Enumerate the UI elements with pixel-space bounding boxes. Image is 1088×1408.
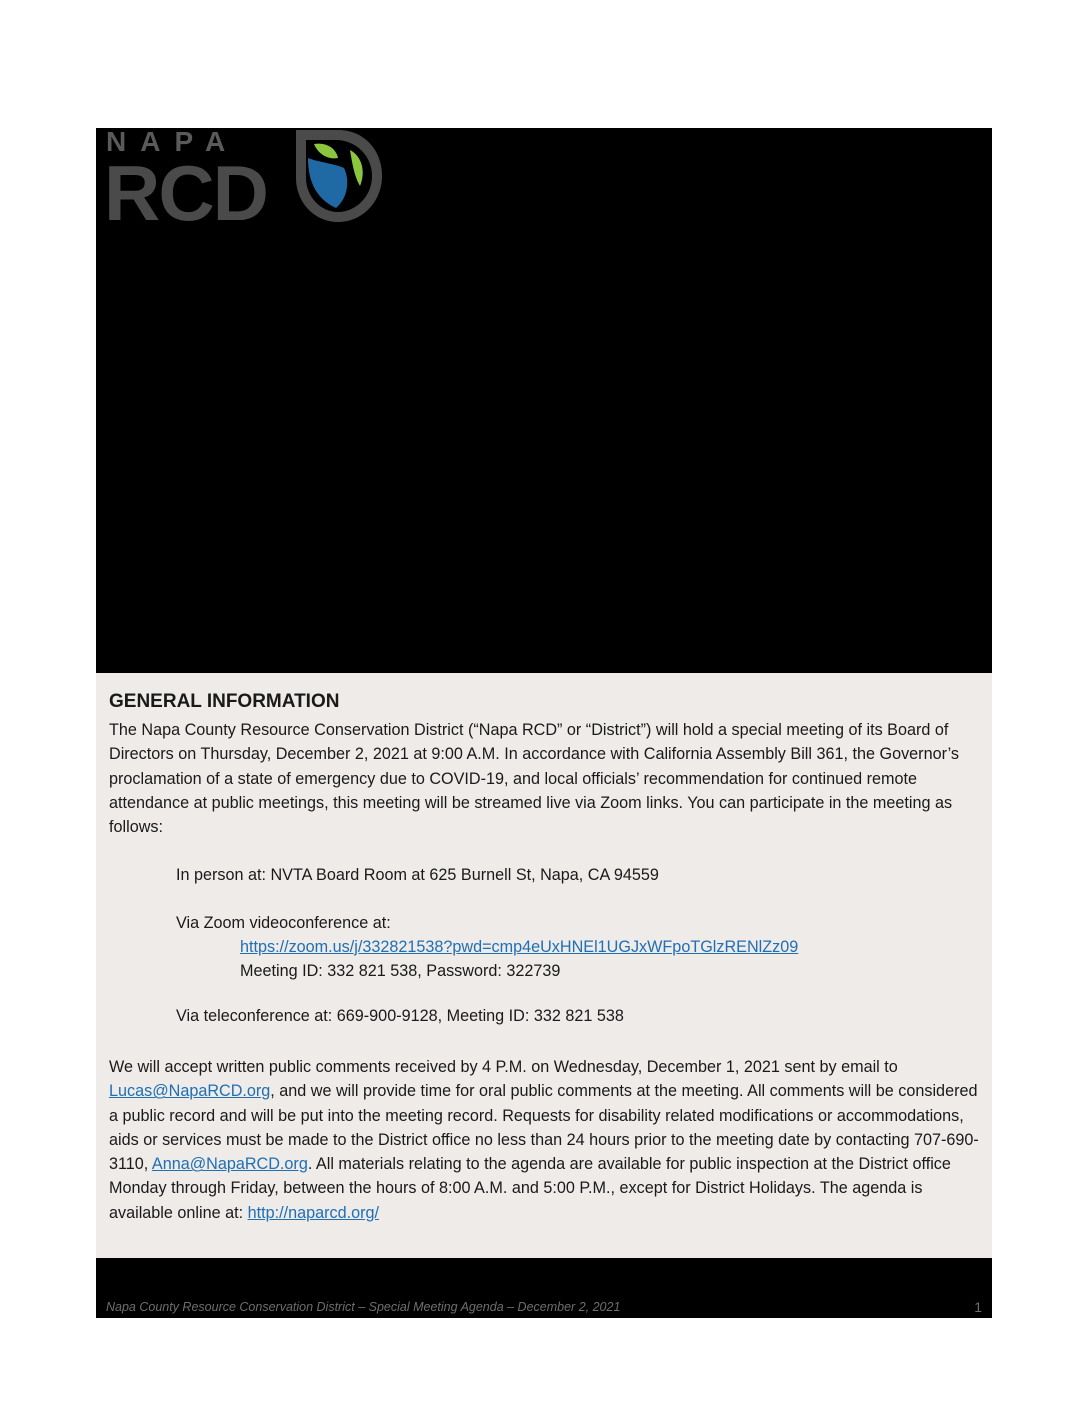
zoom-link-line — [240, 935, 798, 959]
page-number: 1 — [974, 1299, 982, 1315]
logo-napa-text: NAPA — [106, 126, 240, 157]
comments-paragraph — [109, 1055, 981, 1225]
zoom-link[interactable]: https://zoom.us/j/332821538?pwd=cmp4eUxHNEl1UGJxWFpoTGlzRENlZz09 — [240, 938, 799, 956]
napa-rcd-logo — [104, 126, 386, 237]
header-banner — [96, 128, 992, 673]
footer-text: Napa County Resource Conservation District – Special Meeting Agenda – December 2, 2021 — [106, 1300, 621, 1314]
in-person-location: In person at: NVTA Board Room at 625 Burnell St, Napa, CA 94559 — [176, 866, 659, 884]
zoom-heading: Via Zoom videoconference at: — [176, 914, 391, 932]
website-link[interactable]: http://naparcd.org/ — [247, 1203, 379, 1222]
intro-paragraph: The Napa County Resource Conservation District (“Napa RCD” or “District”) will hold a special meeting of its Board of Directors on Thursday, December 2, 2021 at 9:00 A.M. In accordance with California Assembly Bill 361, the Governor’s proclamation of a state of emergency due to COVID-19, and local officials’ recommendation for continued remote attendance at public meetings, this meeting will be streamed live via Zoom links. You can participate in the meeting as follows: — [109, 721, 959, 837]
comments-text-3: . All materials relating to the agenda are available for public inspection at the District office Monday through Friday, between the hours of 8:00 A.M. and 5:00 P.M., except for District Holidays. The agenda is available online at: — [109, 1155, 951, 1222]
general-information-section — [96, 673, 992, 1258]
teleconference-info: Via teleconference at: 669-900-9128, Meeting ID: 332 821 538 — [176, 1007, 624, 1025]
zoom-meeting-id: Meeting ID: 332 821 538, Password: 322739 — [240, 962, 561, 980]
accessibility-email-link[interactable]: Anna@NapaRCD.org — [151, 1155, 308, 1174]
page-footer — [96, 1258, 992, 1318]
comments-text-2: , and we will provide time for oral public comments at the meeting. All comments will be considered a public record and will be put into the meeting record. Requests for disability related modifications or accommodations, aids or services must be made to the District office no less than 24 hours prior to the meeting date by contacting 707-690-3110, — [109, 1082, 979, 1174]
comments-text-1: We will accept written public comments received by 4 P.M. on Wednesday, December 1, 2021 sent by email to — [109, 1058, 898, 1076]
logo-rcd-text: RCD — [104, 149, 267, 237]
section-heading: GENERAL INFORMATION — [109, 691, 340, 712]
leaf-drop-icon — [292, 128, 384, 224]
comments-email-link[interactable]: Lucas@NapaRCD.org — [109, 1082, 271, 1101]
